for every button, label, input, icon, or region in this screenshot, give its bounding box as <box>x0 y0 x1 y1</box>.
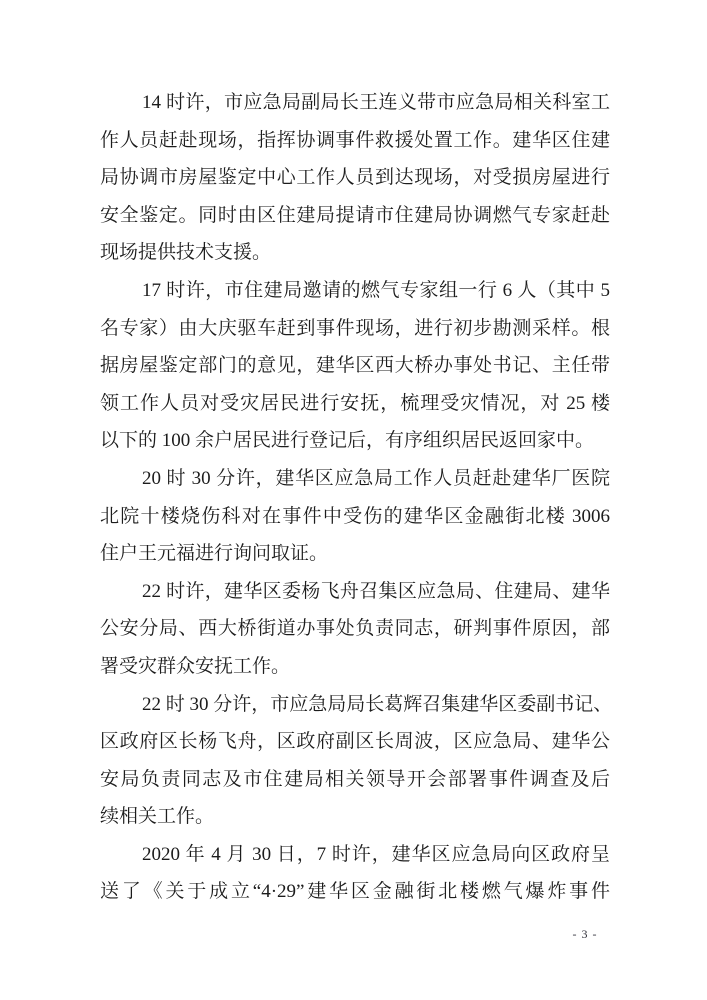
text-line: 22 时 30 分许，市应急局局长葛辉召集建华区委副书记、 <box>142 693 613 715</box>
text-line: 局协调市房屋鉴定中心工作人员到达现场，对受损房屋进行 <box>100 167 610 189</box>
text-line: 续相关工作。 <box>100 806 215 828</box>
paragraph <box>100 84 610 272</box>
text-line: 作人员赶赴现场，指挥协调事件救援处置工作。建华区住建 <box>100 129 610 151</box>
paragraph <box>100 460 610 573</box>
text-line: 据房屋鉴定部门的意见，建华区西大桥办事处书记、主任带 <box>100 355 610 377</box>
text-line: 2020 年 4 月 30 日，7 时许，建华区应急局向区政府呈 <box>142 843 610 865</box>
paragraph <box>100 686 613 836</box>
text-line: 公安分局、西大桥街道办事处负责同志，研判事件原因，部 <box>100 618 610 640</box>
paragraph <box>100 272 610 460</box>
text-line: 安全鉴定。同时由区住建局提请市住建局协调燃气专家赶赴 <box>100 204 610 226</box>
paragraph <box>100 573 610 686</box>
text-line: 名专家）由大庆驱车赶到事件现场，进行初步勘测采样。根 <box>100 317 610 339</box>
text-line: 北院十楼烧伤科对在事件中受伤的建华区金融街北楼 3006 <box>100 505 610 527</box>
text-line: 领工作人员对受灾居民进行安抚，梳理受灾情况，对 25 楼 <box>100 392 610 414</box>
text-line: 署受灾群众安抚工作。 <box>100 655 291 677</box>
text-line: 住户王元福进行询问取证。 <box>100 543 329 565</box>
text-line: 现场提供技术支援。 <box>100 242 272 264</box>
text-line: 17 时许，市住建局邀请的燃气专家组一行 6 人（其中 5 <box>142 279 610 301</box>
text-line: 以下的 100 余户居民进行登记后，有序组织居民返回家中。 <box>100 430 595 452</box>
text-line: 送了《关于成立“4·29”建华区金融街北楼燃气爆炸事件 <box>100 881 610 903</box>
page-number: - 3 - <box>572 927 598 941</box>
text-line: 安局负责同志及市住建局相关领导开会部署事件调查及后 <box>100 768 610 790</box>
text-line: 14 时许，市应急局副局长王连义带市应急局相关科室工 <box>142 92 610 113</box>
text-line: 区政府区长杨飞舟，区政府副区长周波，区应急局、建华公 <box>100 731 610 753</box>
text-line: 22 时许，建华区委杨飞舟召集区应急局、住建局、建华 <box>142 580 610 602</box>
paragraph <box>100 836 610 911</box>
text-line: 20 时 30 分许，建华区应急局工作人员赶赴建华厂医院 <box>142 467 610 489</box>
document-body <box>100 84 613 911</box>
